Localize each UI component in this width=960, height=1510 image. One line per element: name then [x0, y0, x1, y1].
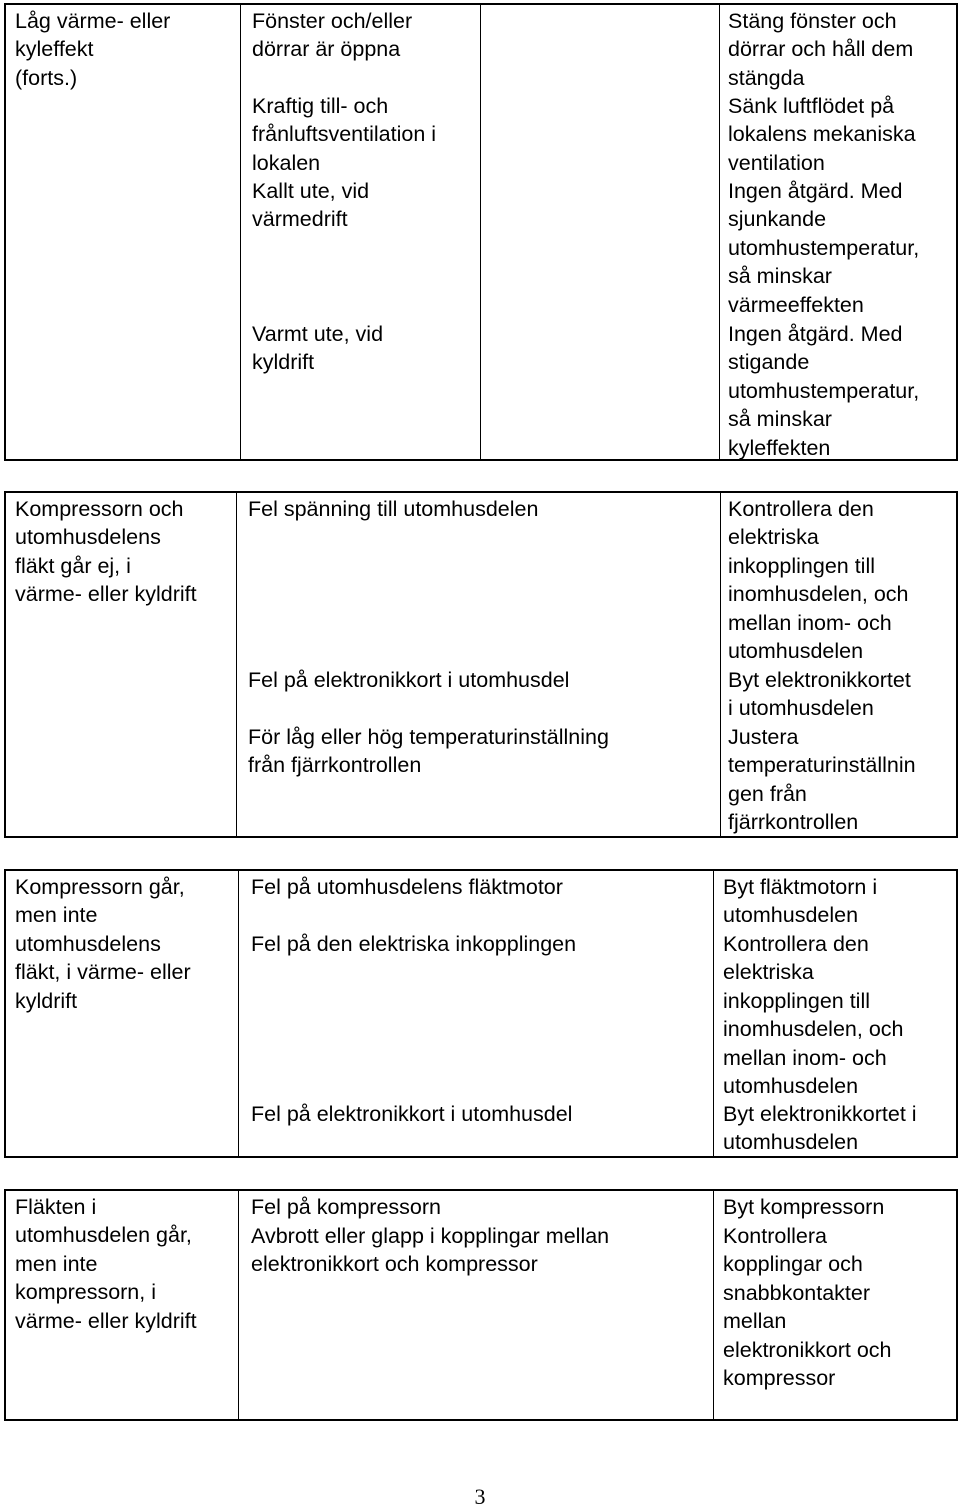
action-cell: Sänk luftflödet på lokalens mekaniska ventilation — [728, 94, 916, 175]
cause-cell: Kraftig till- och frånluftsventilation i lokalen — [252, 94, 437, 175]
action-cell: Ingen åtgärd. Med stigande utomhustemperatur, så minskar kyleffekten — [728, 322, 920, 460]
cause-cell: Avbrott eller glapp i kopplingar mellan elektronikkort och kompressor — [251, 1224, 610, 1277]
column-divider — [713, 871, 714, 1156]
cause-cell: Kallt ute, vid värmedrift — [252, 179, 370, 232]
action-cell: Justera temperaturinställnin gen från fjärrkontrollen — [728, 725, 916, 835]
problem-cell: Låg värme- eller kyleffekt (forts.) — [15, 9, 171, 90]
column-divider — [240, 5, 241, 459]
cause-cell: Varmt ute, vid kyldrift — [252, 322, 384, 375]
column-divider — [238, 1191, 239, 1419]
action-cell: Kontrollera den elektriska inkopplingen till inomhusdelen, och mellan inom- och utomhusdelen — [723, 932, 904, 1099]
cause-cell: Fel på den elektriska inkopplingen — [251, 932, 577, 956]
column-divider — [719, 5, 720, 459]
cause-cell: För låg eller hög temperaturinställning från fjärrkontrollen — [248, 725, 609, 778]
problem-cell: Kompressorn och utomhusdelens fläkt går ej, i värme- eller kyldrift — [15, 497, 197, 607]
troubleshooting-table-3 — [4, 869, 958, 1158]
action-cell: Kontrollera kopplingar och snabbkontakter mellan elektronikkort och kompressor — [723, 1224, 892, 1391]
problem-cell: Kompressorn går, men inte utomhusdelens fläkt, i värme- eller kyldrift — [15, 875, 191, 1013]
action-cell: Byt elektronikkortet i utomhusdelen — [728, 668, 911, 721]
troubleshooting-table-1 — [4, 3, 958, 461]
page-number: 3 — [474, 1484, 486, 1509]
action-cell: Stäng fönster och dörrar och håll dem stängda — [728, 9, 914, 90]
action-cell: Kontrollera den elektriska inkopplingen till inomhusdelen, och mellan inom- och utomhusdelen — [728, 497, 909, 664]
cause-cell: Fel på elektronikkort i utomhusdel — [248, 668, 570, 692]
column-divider — [713, 1191, 714, 1419]
troubleshooting-table-2 — [4, 491, 958, 838]
problem-cell: Fläkten i utomhusdelen går, men inte kompressorn, i värme- eller kyldrift — [15, 1195, 197, 1333]
cause-cell: Fel på elektronikkort i utomhusdel — [251, 1102, 573, 1126]
column-divider — [480, 5, 481, 459]
column-divider — [720, 493, 721, 836]
troubleshooting-table-4 — [4, 1189, 958, 1421]
column-divider — [238, 871, 239, 1156]
action-cell: Byt elektronikkortet i utomhusdelen — [723, 1102, 917, 1155]
action-cell: Byt fläktmotorn i utomhusdelen — [723, 875, 878, 928]
column-divider — [236, 493, 237, 836]
cause-cell: Fel spänning till utomhusdelen — [248, 497, 539, 521]
cause-cell: Fel på utomhusdelens fläktmotor — [251, 875, 563, 899]
action-cell: Byt kompressorn — [723, 1195, 885, 1219]
cause-cell: Fel på kompressorn — [251, 1195, 441, 1219]
action-cell: Ingen åtgärd. Med sjunkande utomhustemperatur, så minskar värmeeffekten — [728, 179, 920, 317]
cause-cell: Fönster och/eller dörrar är öppna — [252, 9, 413, 62]
